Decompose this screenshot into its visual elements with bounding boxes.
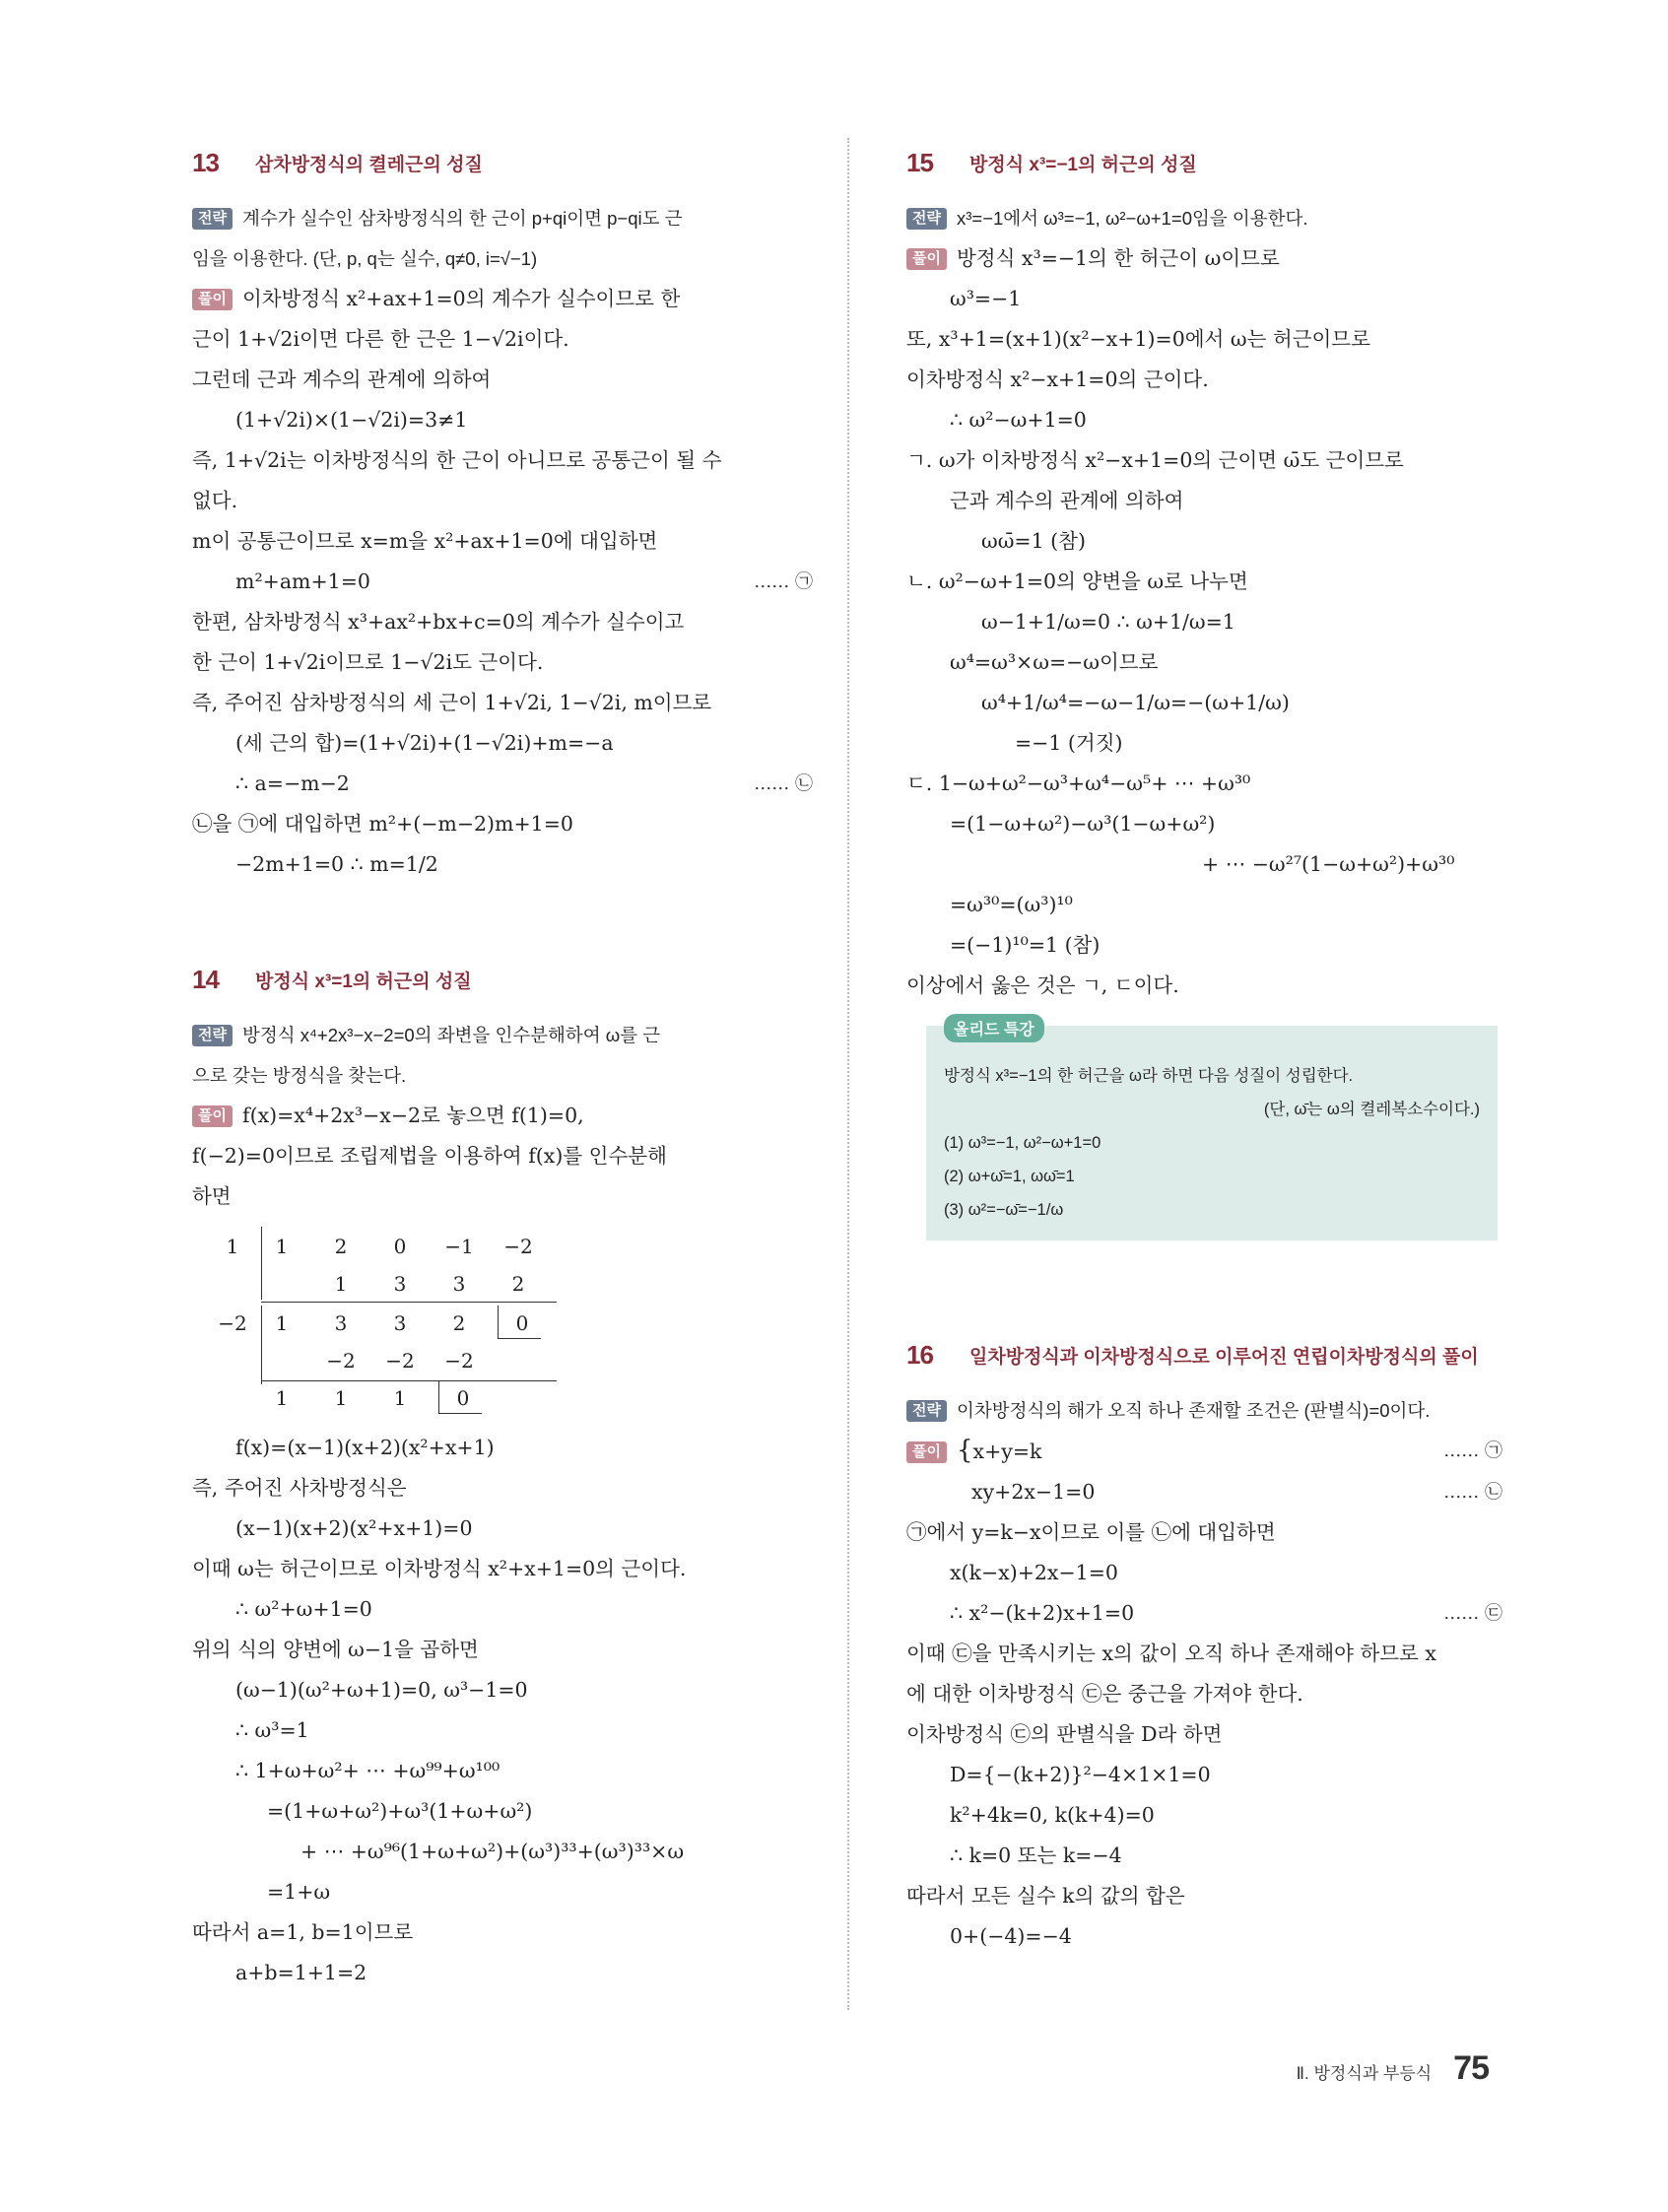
solution-line: 이때 ㉢을 만족시키는 x의 값이 오직 하나 존재해야 하므로 x	[906, 1642, 1436, 1665]
solution-line: 근이 1+√2i이면 다른 한 근은 1−√2i이다.	[192, 327, 569, 351]
solution-line: xy+2x−1=0	[971, 1480, 1096, 1504]
problem-13	[192, 143, 813, 885]
coef: −2	[444, 1349, 474, 1373]
equation-tag: …… ㉠	[1443, 1441, 1502, 1461]
solution-line: 이상에서 옳은 것은 ㄱ, ㄷ이다.	[906, 973, 1179, 997]
solution-line: ωω̄=1 (참)	[981, 529, 1086, 553]
solution-line: 즉, 주어진 삼차방정식의 세 근이 1+√2i, 1−√2i, m이므로	[192, 691, 712, 714]
strategy-text: 으로 갖는 방정식을 찾는다.	[192, 1065, 407, 1086]
solution-line: (x−1)(x+2)(x²+x+1)=0	[235, 1516, 473, 1540]
solution-badge: 풀이	[906, 1441, 947, 1463]
divisor: −2	[218, 1311, 247, 1335]
solution-line: 하면	[192, 1184, 232, 1208]
solution-line: −2m+1=0 ∴ m=1/2	[235, 852, 438, 876]
page-number: 75	[1453, 2049, 1489, 2087]
strategy-text: 이차방정식의 해가 오직 하나 존재할 조건은 (판별식)=0이다.	[956, 1400, 1431, 1421]
problem-header	[192, 960, 813, 999]
solution-line: f(x)=(x−1)(x+2)(x²+x+1)	[235, 1436, 495, 1459]
solution-line: 이차방정식 ㉢의 판별식을 D라 하면	[906, 1722, 1223, 1746]
solution-line: + ⋯ +ω⁹⁶(1+ω+ω²)+(ω³)³³+(ω³)³³×ω	[300, 1840, 685, 1863]
solution-line: 이차방정식 x²+ax+1=0의 계수가 실수이므로 한	[241, 287, 681, 310]
note-line: (2) ω+ω̄=1, ωω̄=1	[944, 1168, 1075, 1185]
solution-line: ㉡을 ㉠에 대입하면 m²+(−m−2)m+1=0	[192, 812, 573, 836]
solution-line: D={−(k+2)}²−4×1×1=0	[950, 1763, 1211, 1786]
problem-header	[906, 1335, 1502, 1374]
coef: 1	[334, 1386, 348, 1410]
problem-header	[906, 143, 1502, 182]
solution-line: 이차방정식 x²−x+1=0의 근이다.	[906, 368, 1209, 391]
right-column	[906, 143, 1502, 1957]
problem-title: 삼차방정식의 켤레근의 성질	[255, 154, 483, 175]
solution-line: ∴ k=0 또는 k=−4	[950, 1843, 1122, 1867]
solution-line: ㉠에서 y=k−x이므로 이를 ㉡에 대입하면	[906, 1520, 1276, 1544]
solution-badge: 풀이	[906, 248, 947, 270]
problem-title: 방정식 x³=−1의 허근의 성질	[969, 154, 1197, 175]
solution-line: 이때 ω는 허근이므로 이차방정식 x²+x+1=0의 근이다.	[192, 1557, 687, 1580]
solution-line: ∴ a=−m−2	[235, 771, 350, 795]
solution-line: 없다.	[192, 489, 238, 512]
coef: 0	[393, 1235, 407, 1258]
solution-line: 0+(−4)=−4	[950, 1924, 1072, 1948]
solution-badge: 풀이	[192, 1106, 233, 1127]
special-lecture-box	[926, 1022, 1498, 1240]
solution-badge: 풀이	[192, 289, 233, 310]
solution-line: x(k−x)+2x−1=0	[950, 1561, 1118, 1584]
note-line: (1) ω³=−1, ω²−ω+1=0	[944, 1134, 1101, 1152]
solution-line: ㄷ. 1−ω+ω²−ω³+ω⁴−ω⁵+ ⋯ +ω³⁰	[906, 771, 1251, 795]
solution-line: k²+4k=0, k(k+4)=0	[950, 1803, 1155, 1827]
column-divider	[847, 138, 849, 2010]
solution-line: + ⋯ −ω²⁷(1−ω+ω²)+ω³⁰	[1202, 852, 1455, 876]
note-line: 방정식 x³=−1의 한 허근을 ω라 하면 다음 성질이 성립한다.	[944, 1067, 1354, 1085]
solution-line: ω−1+1/ω=0 ∴ ω+1/ω=1	[981, 610, 1235, 634]
coef: 1	[275, 1311, 289, 1335]
solution-line: x+y=k	[972, 1440, 1042, 1463]
solution-line: (1+√2i)×(1−√2i)=3≠1	[235, 408, 468, 432]
coef: 3	[393, 1311, 407, 1335]
remainder: 0	[515, 1311, 529, 1335]
equation-tag: …… ㉠	[754, 571, 813, 592]
solution-line: =(1−ω+ω²)−ω³(1−ω+ω²)	[950, 812, 1216, 836]
strategy-badge: 전략	[906, 1400, 947, 1422]
solution-line: ω⁴=ω³×ω=−ω이므로	[950, 650, 1159, 674]
coef: −2	[385, 1349, 415, 1373]
solution-line: ㄱ. ω가 이차방정식 x²−x+1=0의 근이면 ω̄도 근이므로	[906, 448, 1404, 472]
left-column	[192, 143, 813, 1993]
equation-tag: …… ㉡	[1443, 1482, 1502, 1503]
solution-line: 위의 식의 양변에 ω−1을 곱하면	[192, 1638, 479, 1661]
problem-15	[906, 143, 1502, 1240]
solution-line: ω⁴+1/ω⁴=−ω−1/ω=−(ω+1/ω)	[981, 691, 1290, 714]
solution-line: ∴ ω³=1	[235, 1718, 309, 1742]
problem-title: 방정식 x³=1의 허근의 성질	[255, 971, 472, 992]
solution-line: =−1 (거짓)	[1015, 731, 1123, 755]
solution-line: 한 근이 1+√2i이므로 1−√2i도 근이다.	[192, 650, 544, 674]
solution-line: 또, x³+1=(x+1)(x²−x+1)=0에서 ω는 허근이므로	[906, 327, 1370, 351]
equation-tag: …… ㉢	[1443, 1603, 1502, 1624]
problem-header	[192, 143, 813, 182]
solution-line: m²+am+1=0	[235, 570, 370, 593]
problem-number: 15	[906, 147, 933, 177]
remainder: 0	[456, 1386, 470, 1410]
chapter-label: Ⅱ. 방정식과 부등식	[1296, 2064, 1433, 2083]
solution-line: ω³=−1	[950, 287, 1022, 310]
solution-line: =ω³⁰=(ω³)¹⁰	[950, 893, 1073, 916]
coef: 3	[452, 1272, 466, 1296]
coef: 2	[452, 1311, 466, 1335]
coef: 1	[393, 1386, 407, 1410]
note-line: (단, ω̄는 ω의 켤레복소수이다.)	[1263, 1101, 1480, 1118]
solution-line: 즉, 주어진 사차방정식은	[192, 1476, 407, 1500]
problem-number: 14	[192, 964, 219, 994]
strategy-badge: 전략	[192, 1025, 233, 1046]
coef: 3	[334, 1311, 348, 1335]
strategy-text: x³=−1에서 ω³=−1, ω²−ω+1=0임을 이용한다.	[956, 208, 1308, 229]
solution-line: f(−2)=0이므로 조립제법을 이용하여 f(x)를 인수분해	[192, 1144, 667, 1168]
problem-14	[192, 960, 813, 1993]
solution-line: (ω−1)(ω²+ω+1)=0, ω³−1=0	[235, 1678, 528, 1702]
solution-line: 근과 계수의 관계에 의하여	[950, 489, 1184, 512]
strategy-text: 계수가 실수인 삼차방정식의 한 근이 p+qi이면 p−qi도 근	[241, 208, 683, 229]
divisor: 1	[226, 1235, 239, 1258]
solution-line: 즉, 1+√2i는 이차방정식의 한 근이 아니므로 공통근이 될 수	[192, 448, 722, 472]
strategy-text: 임을 이용한다. (단, p, q는 실수, q≠0, i=√−1)	[192, 248, 538, 269]
problem-number: 16	[906, 1339, 933, 1370]
solution-line: ∴ ω²+ω+1=0	[235, 1597, 372, 1621]
solution-line: 한편, 삼차방정식 x³+ax²+bx+c=0의 계수가 실수이고	[192, 610, 685, 634]
strategy-text: 방정식 x⁴+2x³−x−2=0의 좌변을 인수분해하여 ω를 근	[241, 1025, 661, 1045]
page-footer	[1297, 2049, 1489, 2088]
coef: 1	[275, 1235, 289, 1258]
strategy-badge: 전략	[906, 208, 947, 230]
solution-line: ∴ x²−(k+2)x+1=0	[950, 1601, 1135, 1625]
strategy-badge: 전략	[192, 208, 233, 230]
solution-line: ㄴ. ω²−ω+1=0의 양변을 ω로 나누면	[906, 570, 1248, 593]
problem-title: 일차방정식과 이차방정식으로 이루어진 연립이차방정식의 풀이	[969, 1346, 1479, 1368]
coef: 1	[275, 1386, 289, 1410]
solution-line: =1+ω	[267, 1880, 331, 1904]
solution-line: 그런데 근과 계수의 관계에 의하여	[192, 368, 492, 391]
solution-line: 방정식 x³=−1의 한 허근이 ω이므로	[956, 246, 1280, 270]
solution-line: m이 공통근이므로 x=m을 x²+ax+1=0에 대입하면	[192, 529, 658, 553]
solution-line: ∴ ω²−ω+1=0	[950, 408, 1087, 432]
coef: −2	[503, 1235, 533, 1258]
solution-line: f(x)=x⁴+2x³−x−2로 놓으면 f(1)=0,	[241, 1104, 584, 1127]
solution-line: =(1+ω+ω²)+ω³(1+ω+ω²)	[267, 1799, 533, 1823]
solution-line: (세 근의 합)=(1+√2i)+(1−√2i)+m=−a	[235, 731, 614, 755]
solution-line: 따라서 a=1, b=1이므로	[192, 1920, 414, 1944]
note-line: (3) ω²=−ω̄=−1/ω	[944, 1201, 1064, 1219]
solution-line: 따라서 모든 실수 k의 값의 합은	[906, 1884, 1185, 1908]
problem-16: 16 일차방정식과 이차방정식으로 이루어진 연립이차방정식의 풀이 전략 이차방정식의 해가 오직 하나 존재할 조건은 (판별식)=0이다. 풀이 {x+y=k …… ㉠ xy+2x−1=0 …… ㉡ ㉠에서 y=k−x이므로 이를 ㉡에 대입하면 x(k−x)+2x−1=0 ∴ x²−(k+2)x+1=0 …… ㉢ 이때 ㉢을 만족시키는 x의 값이 오직 하나 존재해야 하므로 x 에 대한 이차방정식 ㉢은 중근을 가져야 한다. 이차방정식 ㉢의 판별식을 D라 하면 D={−(k+2)}²−4×1×1=0 k²+4k=0, k(k+4)=0 ∴ k=0 또는 k=−4 따라서 모든 실수 k의 값의 합은 0+(−4)=−4	[906, 1335, 1502, 1957]
solution-line: ∴ 1+ω+ω²+ ⋯ +ω⁹⁹+ω¹⁰⁰	[235, 1759, 500, 1782]
special-lecture-tab: 올리드 특강	[944, 1014, 1044, 1042]
coef: −2	[326, 1349, 356, 1373]
coef: −1	[444, 1235, 474, 1258]
coef: 2	[334, 1235, 348, 1258]
solution-line: =(−1)¹⁰=1 (참)	[950, 933, 1101, 957]
coef: 3	[393, 1272, 407, 1296]
coef: 2	[511, 1272, 525, 1296]
coef: 1	[334, 1272, 348, 1296]
synthetic-division	[212, 1227, 626, 1414]
solution-line: 에 대한 이차방정식 ㉢은 중근을 가져야 한다.	[906, 1682, 1303, 1706]
solution-line: a+b=1+1=2	[235, 1961, 367, 1984]
equation-tag: …… ㉡	[754, 773, 813, 794]
problem-number: 13	[192, 147, 219, 177]
